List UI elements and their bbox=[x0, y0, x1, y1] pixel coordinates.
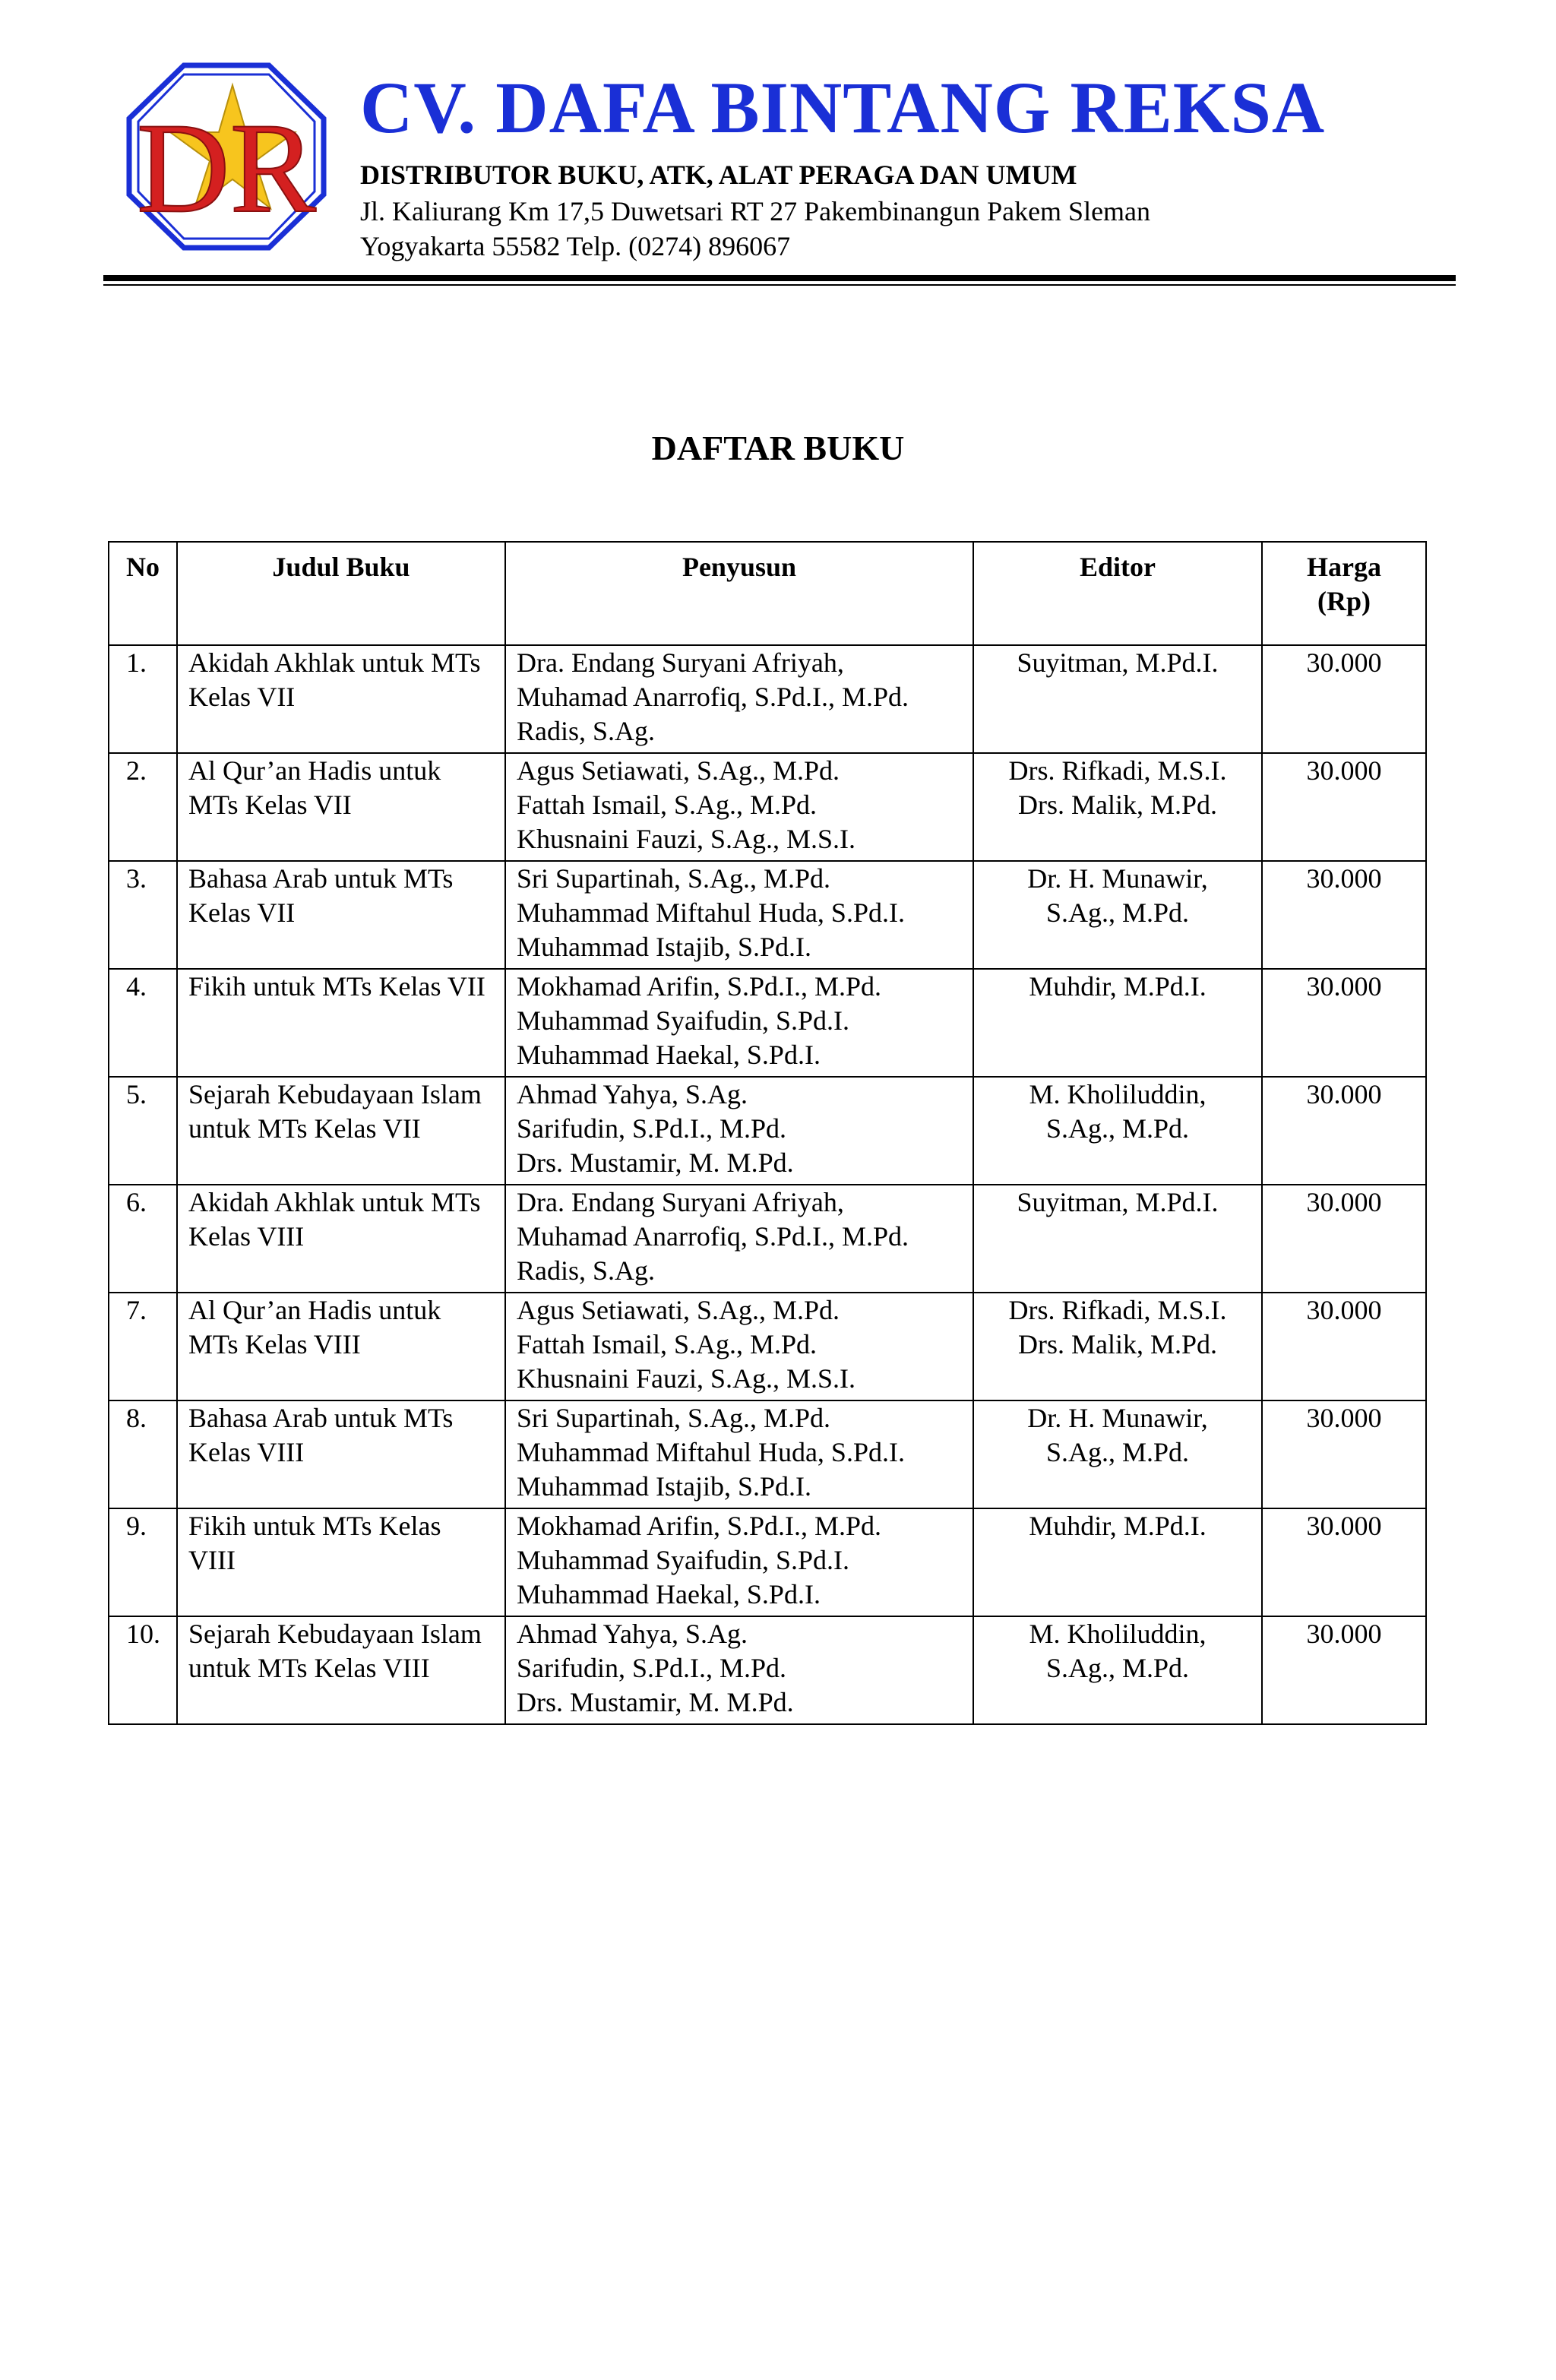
penyusun-name: Muhammad Haekal, S.Pd.I. bbox=[517, 1579, 821, 1609]
editor-name: Muhdir, M.Pd.I. bbox=[1029, 1511, 1207, 1541]
penyusun-name: Ahmad Yahya, S.Ag. bbox=[517, 1079, 748, 1109]
penyusun-name: Agus Setiawati, S.Ag., M.Pd. bbox=[517, 755, 840, 786]
cell-penyusun bbox=[505, 1508, 973, 1616]
penyusun-name: Radis, S.Ag. bbox=[517, 1255, 656, 1286]
penyusun-name: Agus Setiawati, S.Ag., M.Pd. bbox=[517, 1295, 840, 1325]
penyusun-name: Mokhamad Arifin, S.Pd.I., M.Pd. bbox=[517, 971, 882, 1002]
cell-no: 9. bbox=[109, 1508, 177, 1616]
cell-harga: 30.000 bbox=[1262, 753, 1426, 861]
cell-judul-buku: Akidah Akhlak untuk MTs Kelas VIII bbox=[177, 1185, 505, 1293]
penyusun-name: Muhammad Miftahul Huda, S.Pd.I. bbox=[517, 1437, 905, 1467]
cell-judul-buku: Al Qur’an Hadis untuk MTs Kelas VII bbox=[177, 753, 505, 861]
cell-harga: 30.000 bbox=[1262, 861, 1426, 969]
penyusun-name: Sri Supartinah, S.Ag., M.Pd. bbox=[517, 863, 831, 894]
table-row bbox=[109, 1616, 1426, 1724]
penyusun-name: Drs. Mustamir, M. M.Pd. bbox=[517, 1687, 794, 1717]
penyusun-name: Muhammad Syaifudin, S.Pd.I. bbox=[517, 1545, 849, 1575]
editor-name: S.Ag., M.Pd. bbox=[1045, 897, 1190, 928]
cell-editor bbox=[973, 1400, 1262, 1508]
cell-harga: 30.000 bbox=[1262, 1400, 1426, 1508]
cell-judul-buku: Sejarah Kebudayaan Islam untuk MTs Kelas VII bbox=[177, 1077, 505, 1185]
cell-editor bbox=[973, 753, 1262, 861]
editor-name: Dr. H. Munawir, bbox=[1027, 863, 1208, 894]
penyusun-name: Ahmad Yahya, S.Ag. bbox=[517, 1619, 748, 1649]
penyusun-name: Dra. Endang Suryani Afriyah, bbox=[517, 647, 844, 678]
cell-harga: 30.000 bbox=[1262, 1077, 1426, 1185]
table-row bbox=[109, 1400, 1426, 1508]
cell-no: 1. bbox=[109, 645, 177, 753]
table-row bbox=[109, 753, 1426, 861]
company-name: CV. DAFA BINTANG REKSA bbox=[360, 67, 1326, 148]
editor-name: M. Kholiluddin, bbox=[1029, 1079, 1207, 1109]
cell-no: 4. bbox=[109, 969, 177, 1077]
table-row bbox=[109, 969, 1426, 1077]
cell-editor bbox=[973, 1185, 1262, 1293]
editor-name: S.Ag., M.Pd. bbox=[1045, 1437, 1190, 1467]
penyusun-name: Muhammad Istajib, S.Pd.I. bbox=[517, 932, 811, 962]
penyusun-name: Sri Supartinah, S.Ag., M.Pd. bbox=[517, 1403, 831, 1433]
penyusun-name: Dra. Endang Suryani Afriyah, bbox=[517, 1187, 844, 1217]
cell-judul-buku: Bahasa Arab untuk MTs Kelas VIII bbox=[177, 1400, 505, 1508]
penyusun-name: Fattah Ismail, S.Ag., M.Pd. bbox=[517, 790, 818, 820]
editor-name: Drs. Malik, M.Pd. bbox=[1017, 1329, 1218, 1359]
editor-name: Suyitman, M.Pd.I. bbox=[1017, 647, 1219, 678]
cell-judul-buku: Al Qur’an Hadis untuk MTs Kelas VIII bbox=[177, 1293, 505, 1400]
cell-judul-buku: Sejarah Kebudayaan Islam untuk MTs Kelas VIII bbox=[177, 1616, 505, 1724]
editor-name: S.Ag., M.Pd. bbox=[1045, 1113, 1190, 1144]
penyusun-name: Drs. Mustamir, M. M.Pd. bbox=[517, 1147, 794, 1178]
cell-editor bbox=[973, 861, 1262, 969]
editor-name: S.Ag., M.Pd. bbox=[1045, 1653, 1190, 1683]
penyusun-name: Muhammad Miftahul Huda, S.Pd.I. bbox=[517, 897, 905, 928]
table-row bbox=[109, 1508, 1426, 1616]
cell-penyusun bbox=[505, 1077, 973, 1185]
editor-name: Drs. Rifkadi, M.S.I. bbox=[1008, 755, 1227, 786]
cell-editor bbox=[973, 1508, 1262, 1616]
company-address-line-1: Jl. Kaliurang Km 17,5 Duwetsari RT 27 Pakembinangun Pakem Sleman bbox=[360, 196, 1151, 226]
cell-harga: 30.000 bbox=[1262, 969, 1426, 1077]
book-list-table bbox=[108, 541, 1427, 1725]
penyusun-name: Fattah Ismail, S.Ag., M.Pd. bbox=[517, 1329, 818, 1359]
penyusun-name: Khusnaini Fauzi, S.Ag., M.S.I. bbox=[517, 1363, 856, 1394]
cell-penyusun bbox=[505, 645, 973, 753]
cell-penyusun bbox=[505, 1616, 973, 1724]
cell-editor bbox=[973, 1616, 1262, 1724]
penyusun-name: Radis, S.Ag. bbox=[517, 716, 656, 746]
header-no: No bbox=[109, 542, 177, 645]
table-row bbox=[109, 645, 1426, 753]
cell-harga: 30.000 bbox=[1262, 1185, 1426, 1293]
table-row bbox=[109, 1185, 1426, 1293]
cell-penyusun bbox=[505, 861, 973, 969]
cell-no: 10. bbox=[109, 1616, 177, 1724]
table-row bbox=[109, 861, 1426, 969]
cell-judul-buku: Bahasa Arab untuk MTs Kelas VII bbox=[177, 861, 505, 969]
cell-penyusun bbox=[505, 753, 973, 861]
cell-no: 8. bbox=[109, 1400, 177, 1508]
cell-penyusun bbox=[505, 1185, 973, 1293]
cell-judul-buku: Fikih untuk MTs Kelas VII bbox=[177, 969, 505, 1077]
editor-name: Drs. Rifkadi, M.S.I. bbox=[1008, 1295, 1227, 1325]
cell-harga: 30.000 bbox=[1262, 1293, 1426, 1400]
header-penyusun: Penyusun bbox=[505, 542, 973, 645]
letterhead-divider-thick bbox=[103, 275, 1456, 281]
penyusun-name: Sarifudin, S.Pd.I., M.Pd. bbox=[517, 1653, 787, 1683]
penyusun-name: Sarifudin, S.Pd.I., M.Pd. bbox=[517, 1113, 787, 1144]
editor-name: Muhdir, M.Pd.I. bbox=[1029, 971, 1207, 1002]
penyusun-name: Muhamad Anarrofiq, S.Pd.I., M.Pd. bbox=[517, 682, 909, 712]
cell-penyusun bbox=[505, 969, 973, 1077]
company-tagline: DISTRIBUTOR BUKU, ATK, ALAT PERAGA DAN UMUM bbox=[360, 160, 1077, 190]
header-harga-line-2: (Rp) bbox=[1317, 586, 1371, 616]
company-logo-icon bbox=[126, 62, 327, 251]
table-header-row bbox=[109, 542, 1426, 645]
cell-no: 2. bbox=[109, 753, 177, 861]
table-row bbox=[109, 1293, 1426, 1400]
cell-judul-buku: Akidah Akhlak untuk MTs Kelas VII bbox=[177, 645, 505, 753]
document-title: DAFTAR BUKU bbox=[651, 429, 905, 467]
cell-editor bbox=[973, 969, 1262, 1077]
cell-no: 3. bbox=[109, 861, 177, 969]
header-harga bbox=[1262, 542, 1426, 645]
cell-editor bbox=[973, 1293, 1262, 1400]
company-address-line-2: Yogyakarta 55582 Telp. (0274) 896067 bbox=[360, 231, 791, 261]
logo-lettering: DR bbox=[136, 97, 317, 239]
letterhead-divider-thin bbox=[103, 284, 1456, 286]
editor-name: Drs. Malik, M.Pd. bbox=[1017, 790, 1218, 820]
cell-no: 5. bbox=[109, 1077, 177, 1185]
penyusun-name: Muhammad Syaifudin, S.Pd.I. bbox=[517, 1005, 849, 1036]
cell-harga: 30.000 bbox=[1262, 645, 1426, 753]
cell-harga: 30.000 bbox=[1262, 1508, 1426, 1616]
cell-editor bbox=[973, 1077, 1262, 1185]
penyusun-name: Muhammad Istajib, S.Pd.I. bbox=[517, 1471, 811, 1502]
header-editor: Editor bbox=[973, 542, 1262, 645]
editor-name: Suyitman, M.Pd.I. bbox=[1017, 1187, 1219, 1217]
cell-penyusun bbox=[505, 1400, 973, 1508]
header-harga-line-1: Harga bbox=[1307, 552, 1381, 582]
penyusun-name: Muhammad Haekal, S.Pd.I. bbox=[517, 1040, 821, 1070]
cell-penyusun bbox=[505, 1293, 973, 1400]
table-row bbox=[109, 1077, 1426, 1185]
cell-editor bbox=[973, 645, 1262, 753]
editor-name: Dr. H. Munawir, bbox=[1027, 1403, 1208, 1433]
penyusun-name: Muhamad Anarrofiq, S.Pd.I., M.Pd. bbox=[517, 1221, 909, 1252]
header-judul-buku: Judul Buku bbox=[177, 542, 505, 645]
cell-no: 6. bbox=[109, 1185, 177, 1293]
penyusun-name: Mokhamad Arifin, S.Pd.I., M.Pd. bbox=[517, 1511, 882, 1541]
cell-harga: 30.000 bbox=[1262, 1616, 1426, 1724]
cell-no: 7. bbox=[109, 1293, 177, 1400]
penyusun-name: Khusnaini Fauzi, S.Ag., M.S.I. bbox=[517, 824, 856, 854]
editor-name: M. Kholiluddin, bbox=[1029, 1619, 1207, 1649]
cell-judul-buku: Fikih untuk MTs Kelas VIII bbox=[177, 1508, 505, 1616]
